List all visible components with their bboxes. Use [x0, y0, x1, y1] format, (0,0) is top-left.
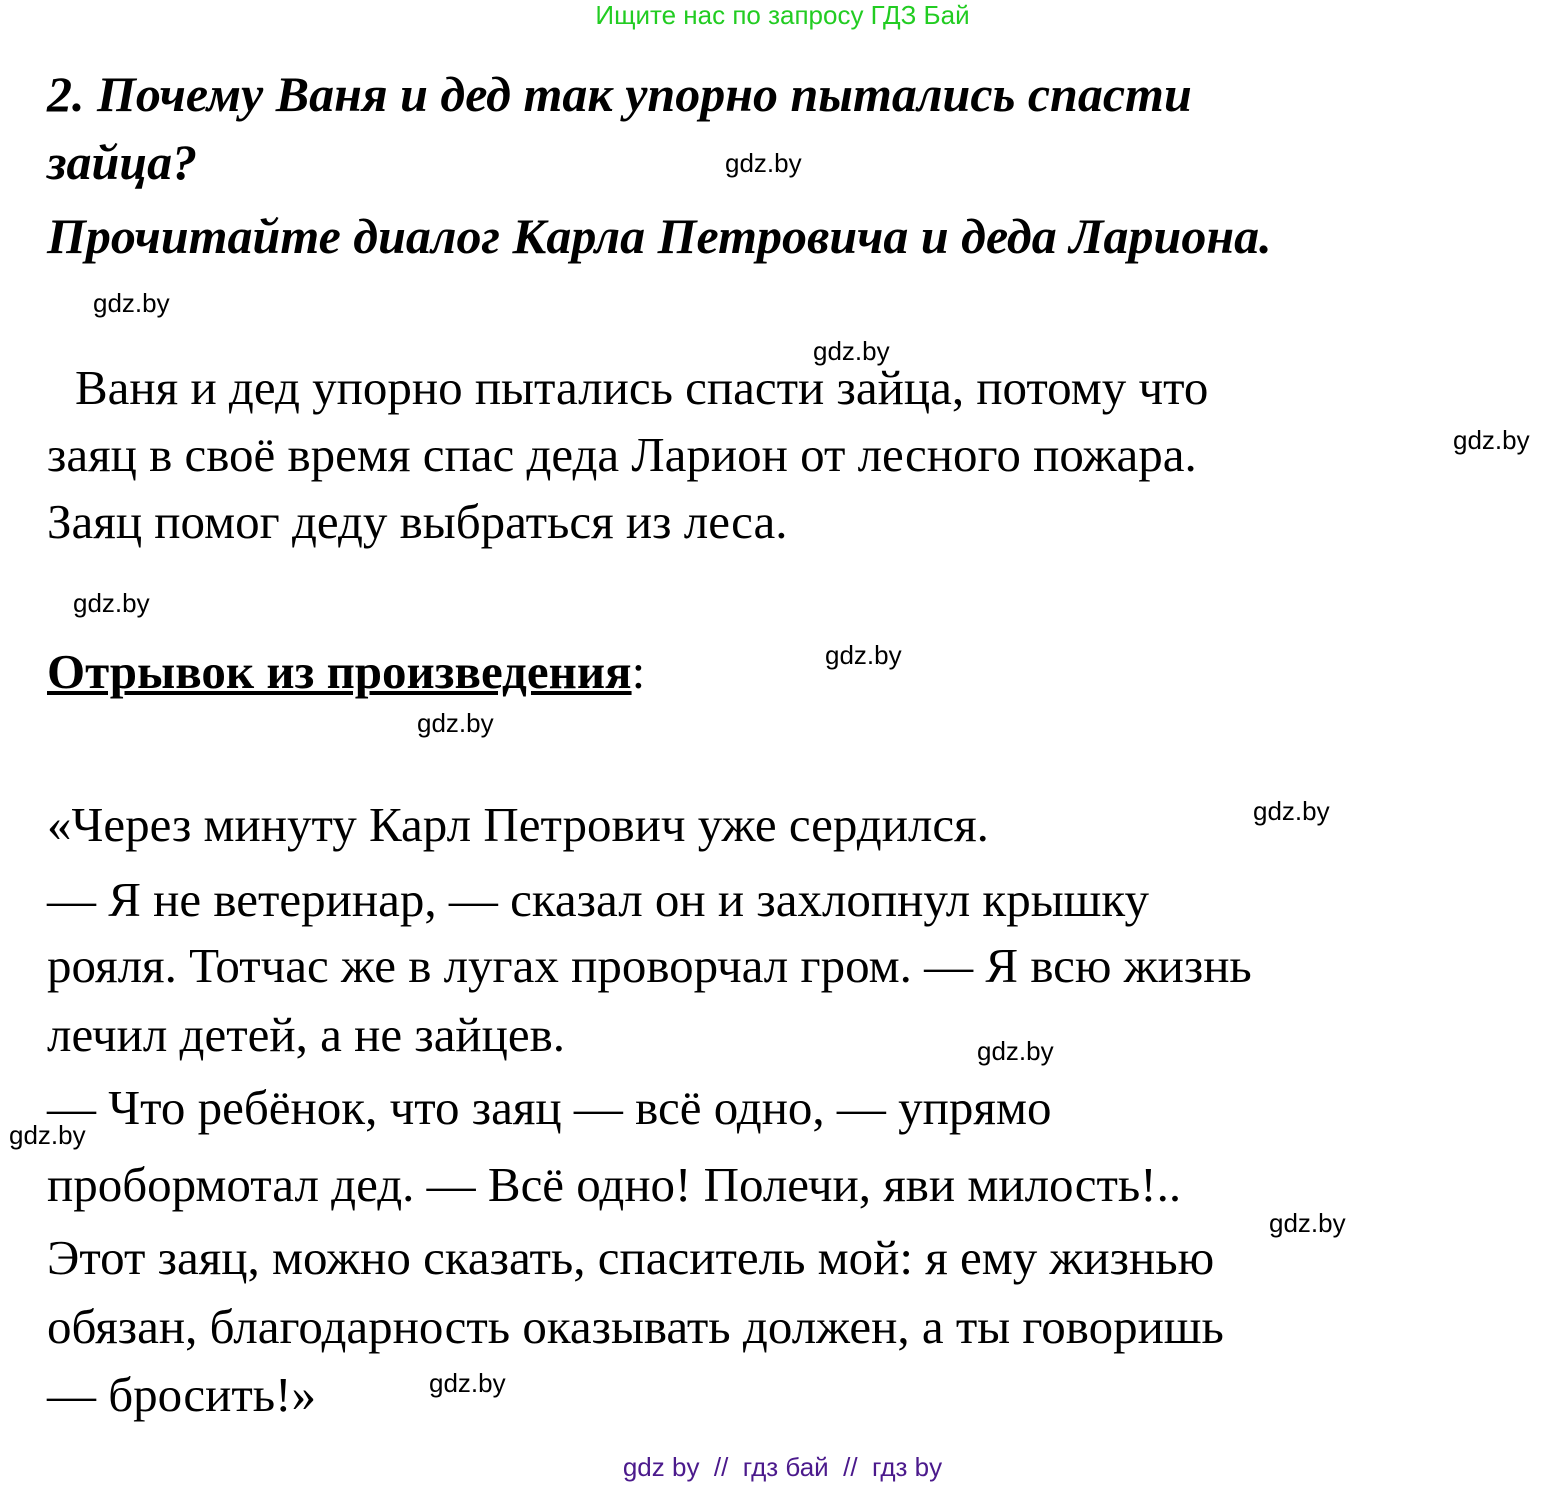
excerpt-line: — Я не ветеринар, — сказал он и захлопнул крышку — [47, 872, 1149, 927]
watermark: gdz.by — [725, 148, 802, 178]
watermark: gdz.by — [1253, 796, 1330, 826]
watermark: gdz.by — [977, 1036, 1054, 1066]
excerpt-line: рояля. Тотчас же в лугах проворчал гром. — Я всю жизнь — [47, 938, 1252, 993]
answer-line: Ваня и дед упорно пытались спасти зайца, потому что — [75, 360, 1209, 415]
answer-line: Заяц помог деду выбраться из леса. — [47, 494, 788, 549]
question-line: 2. Почему Ваня и дед так упорно пытались спасти — [47, 66, 1192, 122]
watermark: gdz.by — [429, 1368, 506, 1398]
excerpt-line: «Через минуту Карл Петрович уже сердился. — [47, 797, 989, 852]
search-banner: Ищите нас по запросу ГДЗ Бай — [595, 0, 970, 30]
question-line: Прочитайте диалог Карла Петровича и деда Лариона. — [47, 208, 1272, 264]
watermark: gdz.by — [73, 588, 150, 618]
excerpt-line: обязан, благодарность оказывать должен, а ты говоришь — [47, 1299, 1224, 1354]
excerpt-line: лечил детей, а не зайцев. — [47, 1007, 566, 1062]
excerpt-line: Этот заяц, можно сказать, спаситель мой: я ему жизнью — [47, 1230, 1215, 1285]
watermark: gdz.by — [825, 640, 902, 670]
excerpt-line: — бросить!» — [47, 1367, 316, 1422]
section-title: Отрывок из произведения — [47, 644, 632, 699]
excerpt-line: пробормотал дед. — Всё одно! Полечи, яви милость!.. — [47, 1157, 1182, 1212]
watermark: gdz.by — [9, 1120, 86, 1150]
watermark: gdz.by — [1269, 1208, 1346, 1238]
watermark: gdz.by — [813, 336, 890, 366]
excerpt-line: — Что ребёнок, что заяц — всё одно, — упрямо — [47, 1080, 1052, 1135]
answer-line: заяц в своё время спас деда Ларион от лесного пожара. — [47, 427, 1197, 482]
section-heading — [47, 646, 645, 698]
watermark: gdz.by — [1453, 425, 1530, 455]
footer-links: gdz by // гдз бай // гдз by — [622, 1452, 943, 1482]
watermark: gdz.by — [417, 708, 494, 738]
question-line: зайца? — [47, 134, 198, 190]
watermark: gdz.by — [93, 288, 170, 318]
section-suffix: : — [631, 644, 646, 699]
